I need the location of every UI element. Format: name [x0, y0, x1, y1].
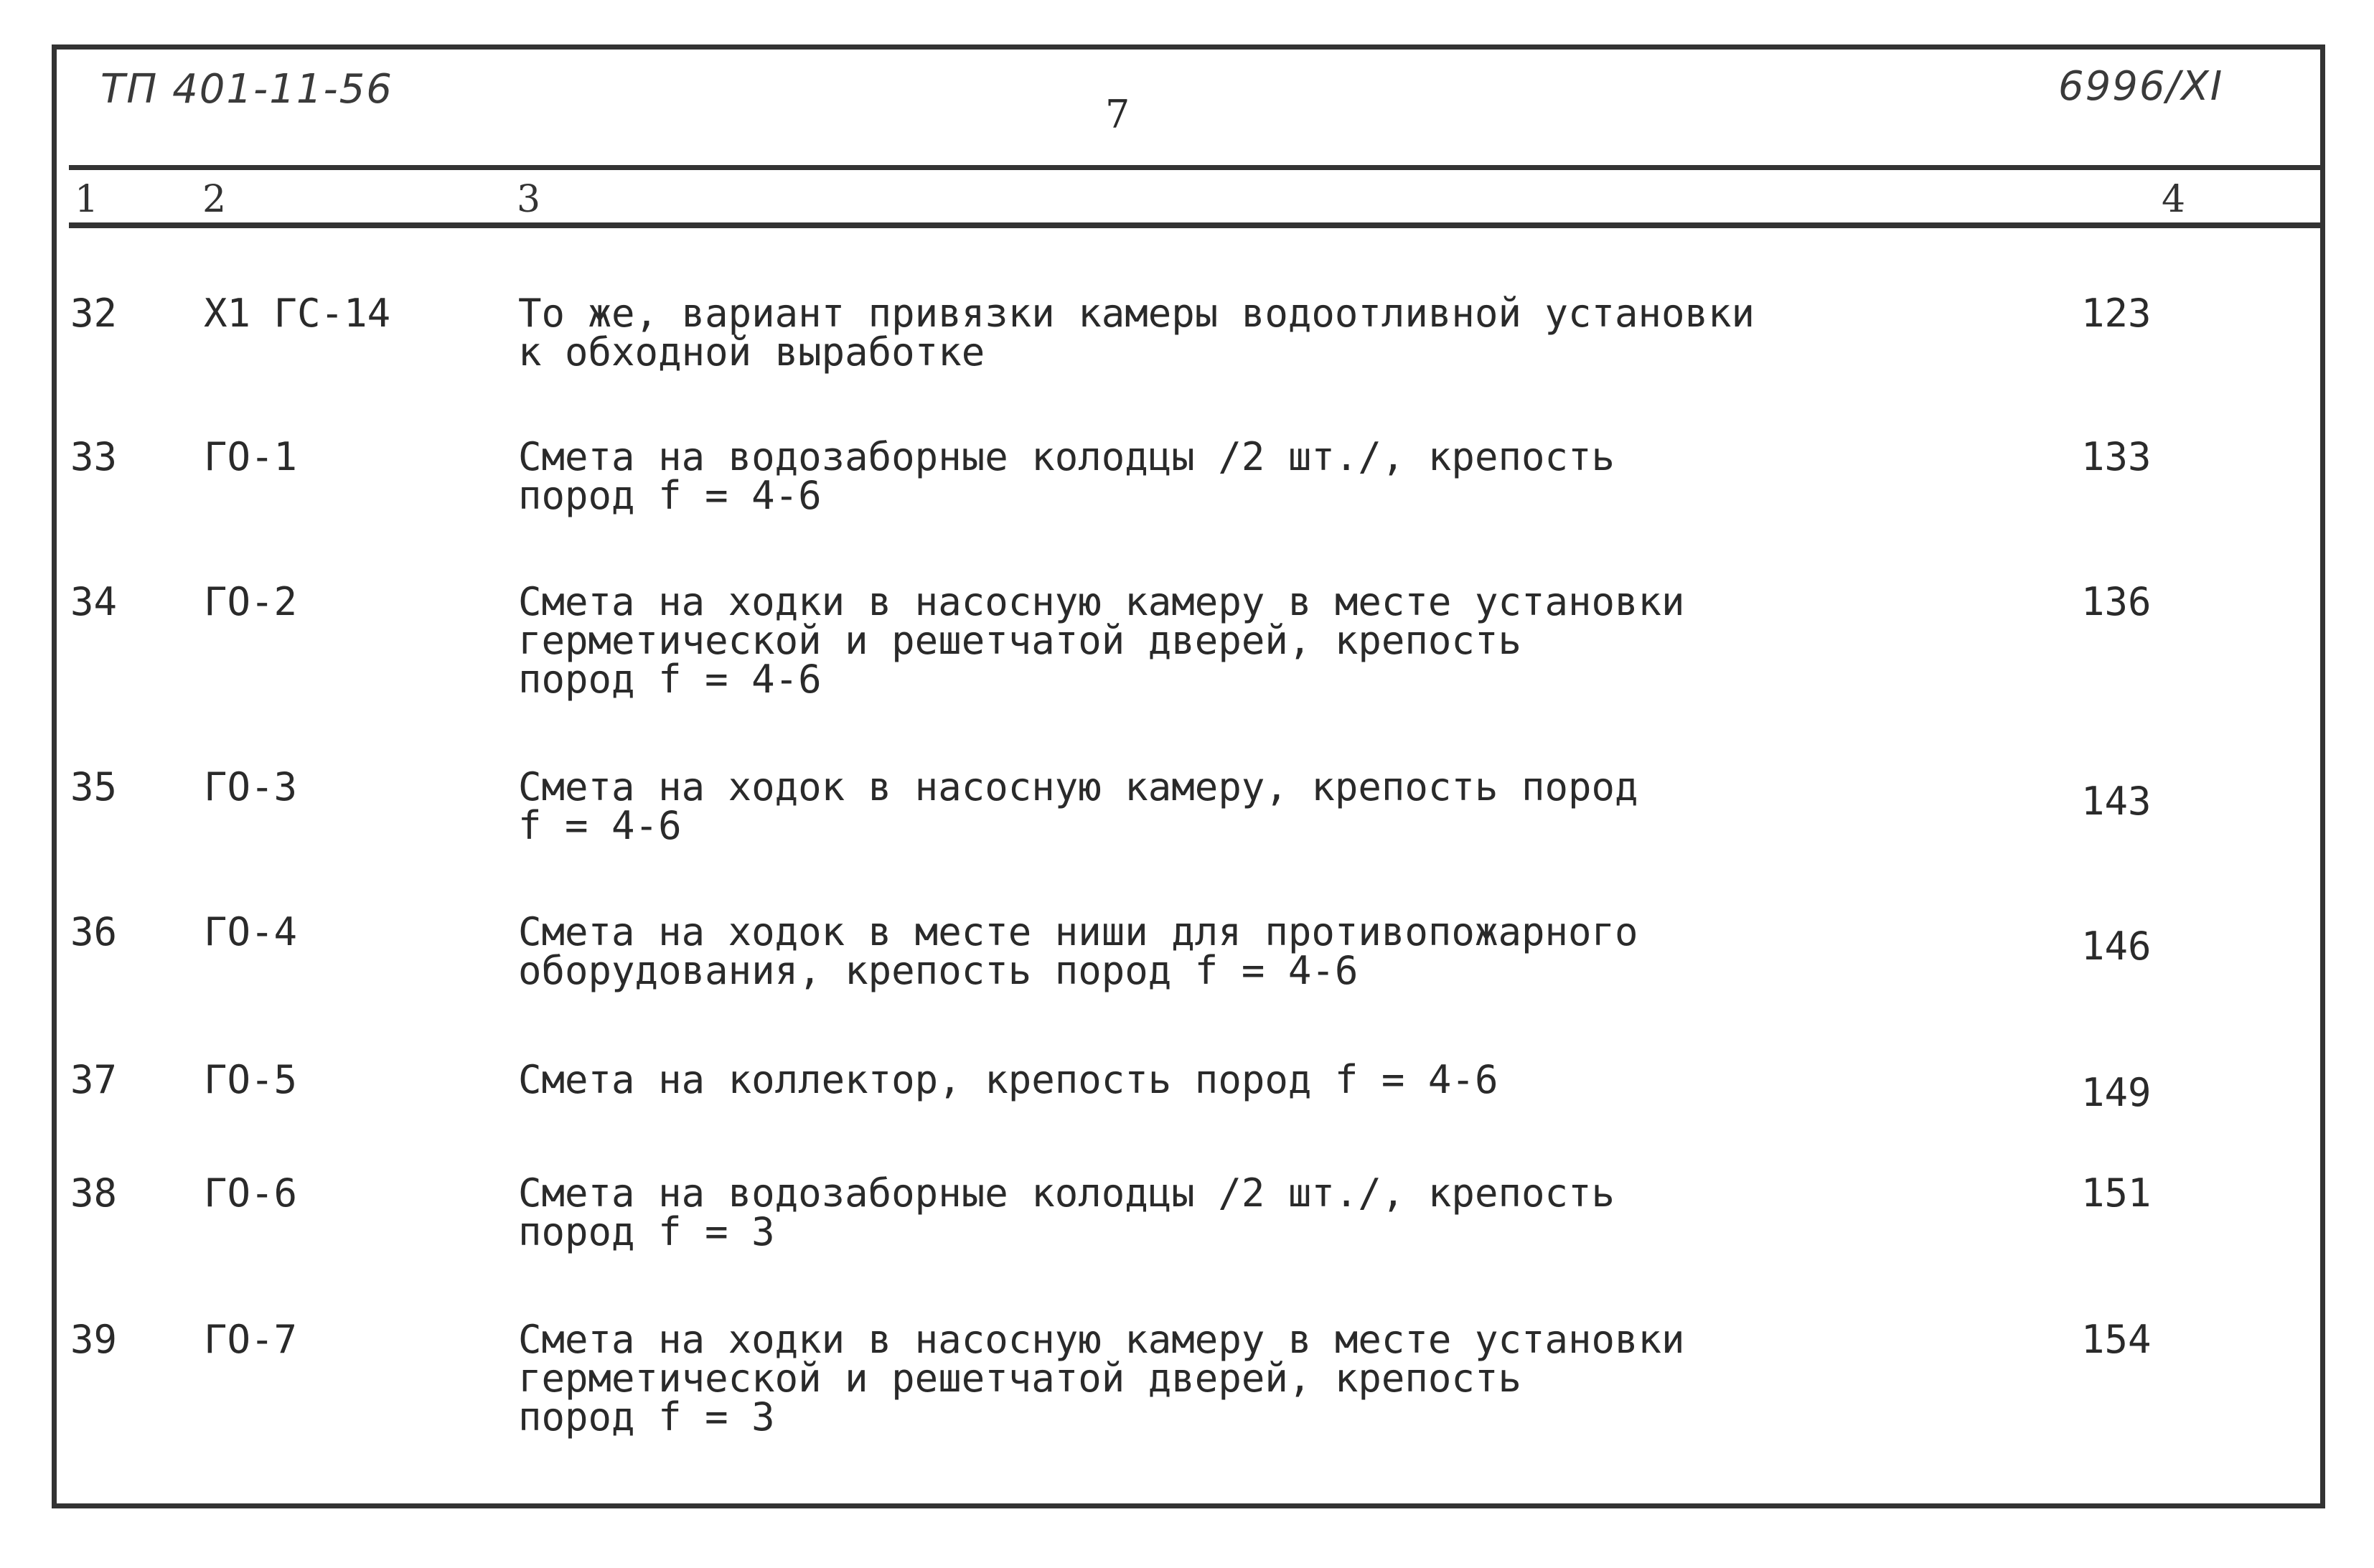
- sheet-code: 6996/XI: [2058, 63, 2224, 110]
- row-number: 34: [70, 579, 118, 624]
- row-page: 154: [2081, 1317, 2152, 1362]
- row-code: ГО-5: [204, 1057, 298, 1102]
- row-code: ГО-6: [204, 1170, 298, 1216]
- row-page: 151: [2081, 1170, 2152, 1216]
- row-description: Смета на водозаборные колодцы /2 шт./, крепость пород f = 4-6: [518, 434, 1615, 518]
- row-number: 33: [70, 434, 118, 479]
- header-rule-bottom: [69, 222, 2322, 228]
- row-page: 123: [2081, 291, 2152, 336]
- document-code: ТП 401-11-56: [100, 66, 393, 113]
- row-description: Смета на ходок в насосную камеру, крепость пород f = 4-6: [518, 764, 1638, 848]
- row-description: Смета на коллектор, крепость пород f = 4-6: [518, 1057, 1498, 1102]
- row-code: ГО-3: [204, 764, 298, 809]
- header-rule-top: [69, 165, 2322, 170]
- row-number: 39: [70, 1317, 118, 1362]
- row-code: ГО-1: [204, 434, 298, 479]
- row-description: Смета на ходки в насосную камеру в месте установки герметической и решетчатой дверей, крепость пород f = 4-6: [518, 579, 1685, 702]
- column-number-2: 2: [202, 178, 227, 221]
- row-number: 38: [70, 1170, 118, 1216]
- row-page: 146: [2081, 924, 2152, 969]
- row-page: 143: [2081, 779, 2152, 824]
- page-number: 7: [1105, 92, 1130, 137]
- row-number: 32: [70, 291, 118, 336]
- row-page: 136: [2081, 579, 2152, 624]
- column-number-4: 4: [2162, 178, 2186, 221]
- column-number-3: 3: [517, 178, 541, 221]
- row-description: Смета на ходки в насосную камеру в месте установки герметической и решетчатой дверей, крепость пород f = 3: [518, 1317, 1685, 1440]
- row-page: 133: [2081, 434, 2152, 479]
- row-code: ГО-2: [204, 579, 298, 624]
- row-page: 149: [2081, 1070, 2152, 1115]
- row-code: ГО-7: [204, 1317, 298, 1362]
- row-code: ГО-4: [204, 909, 298, 954]
- row-number: 36: [70, 909, 118, 954]
- row-description: Смета на водозаборные колодцы /2 шт./, крепость пород f = 3: [518, 1170, 1615, 1254]
- row-number: 35: [70, 764, 118, 809]
- column-number-1: 1: [75, 178, 99, 221]
- row-description: Смета на ходок в месте ниши для противопожарного оборудования, крепость пород f = 4-6: [518, 909, 1638, 993]
- row-code: Х1 ГС-14: [204, 291, 391, 336]
- row-description: То же, вариант привязки камеры водоотливной установки к обходной выработке: [518, 291, 1755, 375]
- row-number: 37: [70, 1057, 118, 1102]
